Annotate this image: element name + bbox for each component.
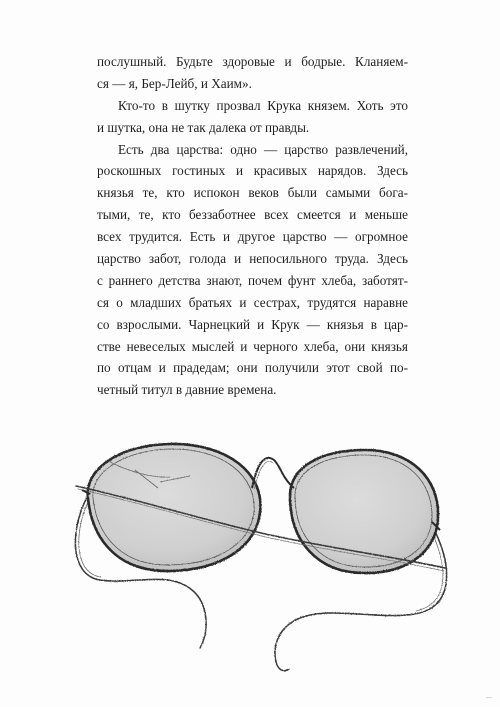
text-line: послушный. Будьте здоровые и бодрые. Кланяем- (97, 54, 408, 69)
text-line: всех трудится. Есть и другое царство — огромное (97, 229, 408, 245)
text-line: по отцам и прадедам; они получили этот свой по- (97, 360, 408, 376)
text-line: Есть два царства: одно — царство развлечений, (118, 141, 408, 157)
text-line: князья те, кто испокон веков были самыми бога- (97, 185, 408, 201)
text-line: и шутка, она не так далека от правды. (97, 119, 310, 135)
left-lens (88, 444, 261, 571)
text-line: четный титул в давние времена. (97, 382, 277, 398)
text-line: со взрослыми. Чарнецкий и Крук — князья в цар- (97, 316, 408, 332)
eyeglasses-illustration (60, 430, 460, 680)
text-line: роскошных гостиных и красивых нарядов. Здесь (97, 163, 408, 179)
text-line: с раннего детства знают, почем фунт хлеба, заботят- (97, 272, 408, 288)
nose-bridge (252, 458, 294, 488)
text-line: стве невеселых мыслей и черного хлеба, они князья (97, 338, 408, 354)
text-line: Кто-то в шутку прозвал Крука князем. Хоть это (118, 97, 408, 113)
page-corner-mark (486, 697, 492, 698)
text-line: ся о младших братьях и сестрах, трудятся наравне (97, 294, 408, 310)
body-text (97, 51, 408, 401)
right-lens (290, 450, 438, 573)
text-line: ся — я, Бер-Лейб, и Хаим». (97, 75, 252, 91)
text-line: тыми, те, кто беззаботнее всех смеется и меньше (97, 207, 408, 223)
text-line: царство забот, голода и непосильного труда. Здесь (97, 251, 408, 267)
